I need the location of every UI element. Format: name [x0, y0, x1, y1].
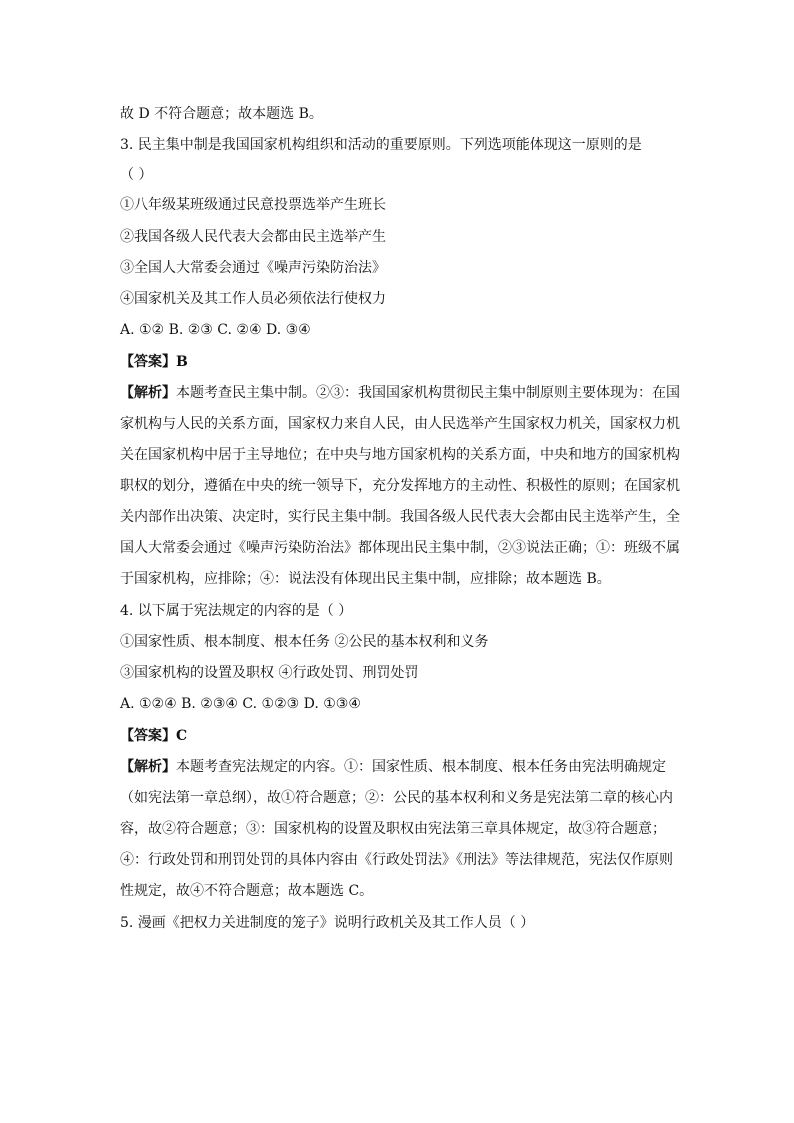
question-3-item-2: ②我国各级人民代表大会都由民主选举产生	[120, 229, 386, 245]
question-4-analysis: （如宪法第一章总纲），故①符合题意；②：公民的基本权利和义务是宪法第二章的核心内	[120, 790, 673, 806]
question-3-item-3: ③全国人大常委会通过《噪声污染防治法》	[120, 260, 386, 276]
question-3-analysis: 职权的划分，遵循在中央的统一领导下，充分发挥地方的主动性、积极性的原则；在国家机	[120, 478, 680, 494]
section-label: 【解析】	[120, 759, 176, 775]
question-4-options: A. ①②④ B. ②③④ C. ①②③ D. ①③④	[120, 696, 361, 712]
question-4-analysis: 性规定，故④不符合题意；故本题选 C。	[120, 883, 374, 899]
question-3-options: A. ①② B. ②③ C. ②④ D. ③④	[120, 322, 311, 338]
question-3-analysis: 关在国家机构中居于主导地位；在中央与地方国家机构的关系方面，中央和地方的国家机构	[120, 447, 680, 463]
question-4-answer: 【答案】C	[120, 728, 188, 744]
question-3-analysis: 家机构与人民的关系方面，国家权力来自人民，由人民选举产生国家权力机关，国家权力机	[120, 416, 680, 432]
question-3-analysis: 于国家机构，应排除；④：说法没有体现出民主集中制，应排除；故本题选 B。	[120, 571, 611, 587]
question-4-items-row-2: ③国家机构的设置及职权 ④行政处罚、刑罚处罚	[120, 665, 419, 681]
section-label: 【答案】	[120, 354, 176, 370]
question-5-stem: 5. 漫画《把权力关进制度的笼子》说明行政机关及其工作人员（ ）	[120, 915, 535, 931]
section-label: 【答案】	[120, 728, 176, 744]
question-4-analysis: ④：行政处罚和刑罚处罚的具体内容由《行政处罚法》《刑法》等法律规范，宪法仅作原则	[120, 852, 673, 868]
question-3-item-4: ④国家机关及其工作人员必须依法行使权力	[120, 291, 386, 307]
question-3-blank: （ ）	[120, 167, 153, 183]
question-4-stem: 4. 以下属于宪法规定的内容的是（ ）	[120, 603, 353, 619]
question-4-analysis: 容，故②符合题意；③：国家机构的设置及职权由宪法第三章具体规定，故③符合题意；	[120, 821, 666, 837]
section-label: 【解析】	[120, 385, 176, 401]
question-3-analysis: 关内部作出决策、决定时，实行民主集中制。我国各级人民代表大会都由民主选举产生，全	[120, 509, 680, 525]
question-3-item-1: ①八年级某班级通过民意投票选举产生班长	[120, 197, 386, 213]
text-line: 故 D 不符合题意；故本题选 B。	[120, 106, 323, 122]
question-3-analysis: 【解析】本题考查民主集中制。②③：我国国家机构贯彻民主集中制原则主要体现为：在国	[120, 385, 680, 401]
question-4-items-row-1: ①国家性质、根本制度、根本任务 ②公民的基本权利和义务	[120, 634, 489, 650]
question-3-stem: 3. 民主集中制是我国国家机构组织和活动的重要原则。下列选项能体现这一原则的是	[120, 137, 642, 153]
question-3-answer: 【答案】B	[120, 354, 188, 370]
question-3-analysis: 国人大常委会通过《噪声污染防治法》都体现出民主集中制，②③说法正确；①：班级不属	[120, 540, 680, 556]
question-4-analysis: 【解析】本题考查宪法规定的内容。①：国家性质、根本制度、根本任务由宪法明确规定	[120, 759, 666, 775]
